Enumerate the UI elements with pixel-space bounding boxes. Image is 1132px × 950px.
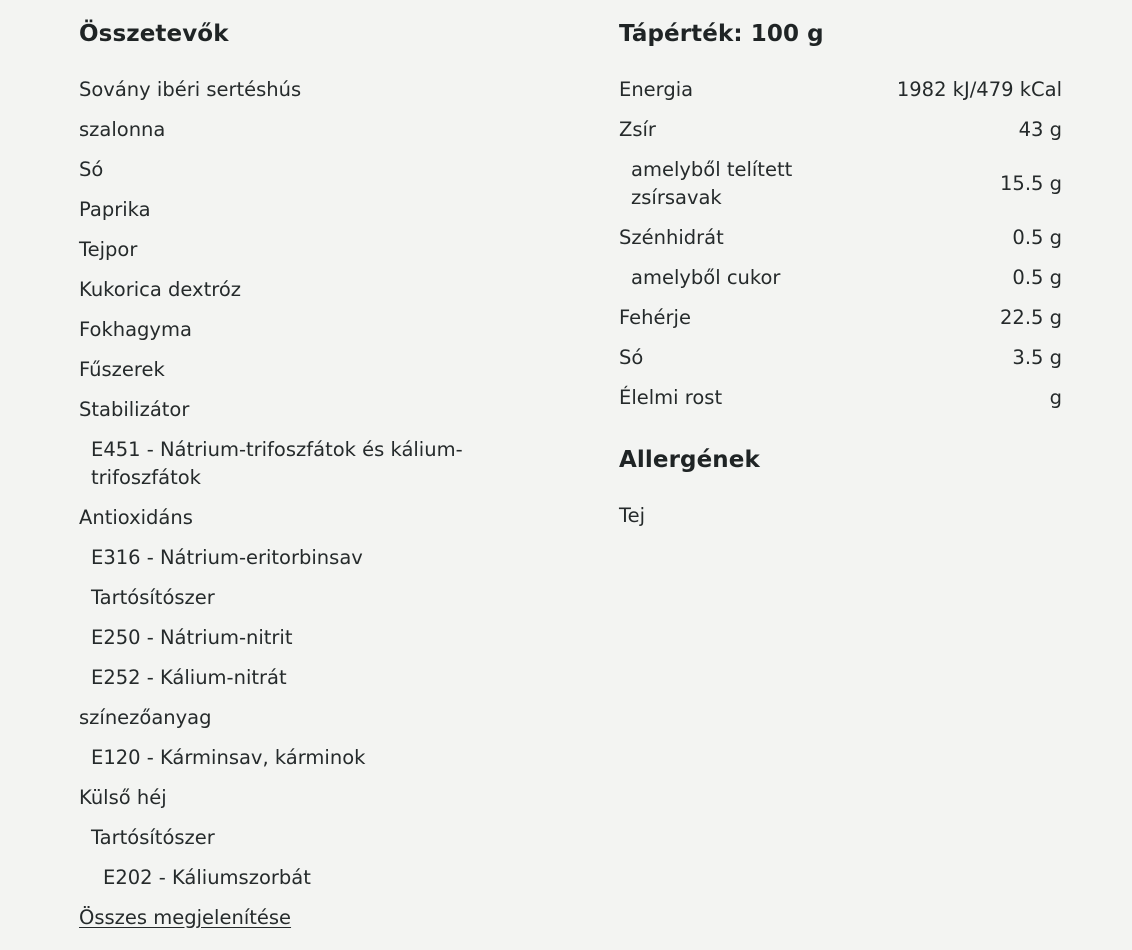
ingredient-sub-item: E451 - Nátrium-trifoszfátok és kálium-trifoszfátok (91, 438, 463, 489)
ingredient-item: Kukorica dextróz (79, 278, 241, 301)
ingredient-sub-item: Tartósítószer (91, 586, 215, 609)
nutrient-label: Zsír (619, 118, 656, 141)
allergen-item: Tej (619, 504, 646, 527)
nutrition-sub-row (619, 264, 1062, 292)
allergens-list (619, 502, 1062, 530)
ingredient-item: Fűszerek (79, 358, 165, 381)
nutrition-row (619, 224, 1062, 252)
ingredient-item: színezőanyag (79, 706, 212, 729)
nutrient-value: 0.5 g (1012, 226, 1062, 249)
nutrient-label: amelyből cukor (631, 266, 781, 289)
nutrition-row (619, 76, 1062, 104)
nutrition-section (619, 18, 1062, 530)
allergens-title: Allergének (619, 447, 760, 473)
ingredients-list (79, 76, 519, 892)
ingredient-item: Sovány ibéri sertéshús (79, 78, 302, 101)
nutrient-value: 15.5 g (1000, 172, 1062, 195)
nutrient-label: Energia (619, 78, 694, 101)
nutrition-row (619, 344, 1062, 372)
ingredient-item: Stabilizátor (79, 398, 190, 421)
nutrient-label: Só (619, 346, 644, 369)
ingredient-item: Antioxidáns (79, 506, 193, 529)
nutrient-value: 22.5 g (1000, 306, 1062, 329)
nutrition-table (619, 76, 1062, 412)
ingredients-section (79, 18, 519, 932)
ingredient-sub-sub-item: E202 - Káliumszorbát (103, 866, 311, 889)
nutrient-value: 1982 kJ/479 kCal (896, 78, 1062, 101)
show-all-link[interactable]: Összes megjelenítése (79, 906, 292, 929)
ingredients-title: Összetevők (79, 21, 229, 47)
nutrition-title: Tápérték: 100 g (619, 21, 824, 47)
ingredient-item: Só (79, 158, 104, 181)
ingredient-item: Paprika (79, 198, 151, 221)
ingredient-sub-item: E252 - Kálium-nitrát (91, 666, 287, 689)
ingredient-sub-item: E250 - Nátrium-nitrit (91, 626, 293, 649)
nutrient-label: amelyből telített zsírsavak (631, 158, 793, 209)
nutrient-label: Fehérje (619, 306, 691, 329)
nutrient-value: g (1049, 386, 1062, 409)
ingredient-item: Külső héj (79, 786, 167, 809)
nutrient-value: 3.5 g (1012, 346, 1062, 369)
nutrient-value: 43 g (1018, 118, 1062, 141)
nutrition-row (619, 116, 1062, 144)
ingredient-sub-item: E316 - Nátrium-eritorbinsav (91, 546, 363, 569)
ingredient-sub-item: E120 - Kárminsav, kárminok (91, 746, 366, 769)
ingredient-item: szalonna (79, 118, 166, 141)
nutrition-sub-row (619, 156, 1062, 212)
ingredient-sub-item: Tartósítószer (91, 826, 215, 849)
ingredient-item: Tejpor (79, 238, 138, 261)
nutrient-value: 0.5 g (1012, 266, 1062, 289)
nutrition-row (619, 304, 1062, 332)
ingredient-item: Fokhagyma (79, 318, 192, 341)
nutrition-row (619, 384, 1062, 412)
nutrient-label: Szénhidrát (619, 226, 724, 249)
nutrient-label: Élelmi rost (619, 386, 723, 409)
